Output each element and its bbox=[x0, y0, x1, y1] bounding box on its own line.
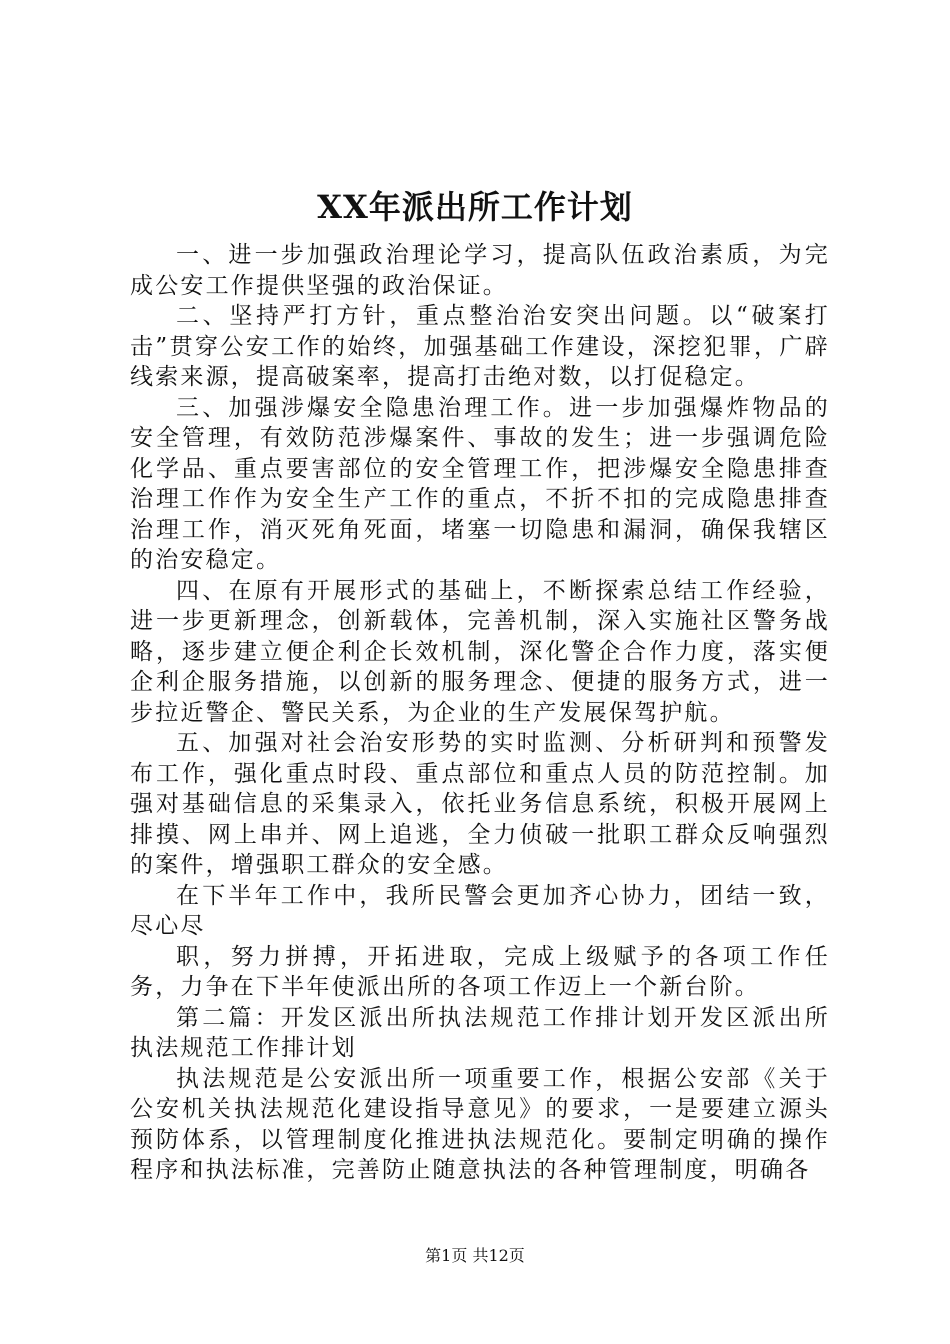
paragraph: 四、在原有开展形式的基础上，不断探索总结工作经验，进一步更新理念，创新载体，完善机制，深入实施社区警务战略，逐步建立便企利企长效机制，深化警企合作力度，落实便企利企服务措施，以创新的服务理念、便捷的服务方式，进一步拉近警企、警民关系，为企业的生产发展保驾护航。 bbox=[130, 577, 830, 726]
paragraph: 在下半年工作中，我所民警会更加齐心协力，团结一致，尽心尽 bbox=[130, 882, 830, 939]
page-number-footer: 第1页 共12页 bbox=[425, 1246, 525, 1265]
document-title: XX年派出所工作计划 bbox=[317, 188, 633, 226]
paragraph: 五、加强对社会治安形势的实时监测、分析研判和预警发布工作，强化重点时段、重点部位和重点人员的防范控制。加强对基础信息的采集录入，依托业务信息系统，积极开展网上排摸、网上串并、网上追逃，全力侦破一批职工群众反响强烈的案件，增强职工群众的安全感。 bbox=[130, 730, 830, 878]
paragraph: 三、加强涉爆安全隐患治理工作。进一步加强爆炸物品的安全管理，有效防范涉爆案件、事故的发生；进一步强调危险化学品、重点要害部位的安全管理工作，把涉爆安全隐患排查治理工作作为安全生产工作的重点，不折不扣的完成隐患排查治理工作，消灭死角死面，堵塞一切隐患和漏洞，确保我辖区的治安稳定。 bbox=[130, 394, 830, 573]
paragraph: 二、坚持严打方针，重点整治治安突出问题。以“破案打击”贯穿公安工作的始终，加强基础工作建设，深挖犯罪，广辟线索来源，提高破案率，提高打击绝对数，以打促稳定。 bbox=[130, 303, 830, 390]
document-body bbox=[130, 240, 830, 1186]
paragraph: 一、进一步加强政治理论学习，提高队伍政治素质，为完成公安工作提供坚强的政治保证。 bbox=[130, 242, 830, 299]
paragraph: 职，努力拼搏，开拓进取，完成上级赋予的各项工作任务，力争在下半年使派出所的各项工作迈上一个新台阶。 bbox=[130, 943, 830, 1000]
paragraph: 执法规范是公安派出所一项重要工作，根据公安部《关于公安机关执法规范化建设指导意见》的要求，一是要建立源头预防体系，以管理制度化推进执法规范化。要制定明确的操作程序和执法标准，完善防止随意执法的各种管理制度，明确各 bbox=[130, 1065, 830, 1183]
paragraph: 第二篇：开发区派出所执法规范工作排计划开发区派出所执法规范工作排计划 bbox=[130, 1004, 830, 1061]
